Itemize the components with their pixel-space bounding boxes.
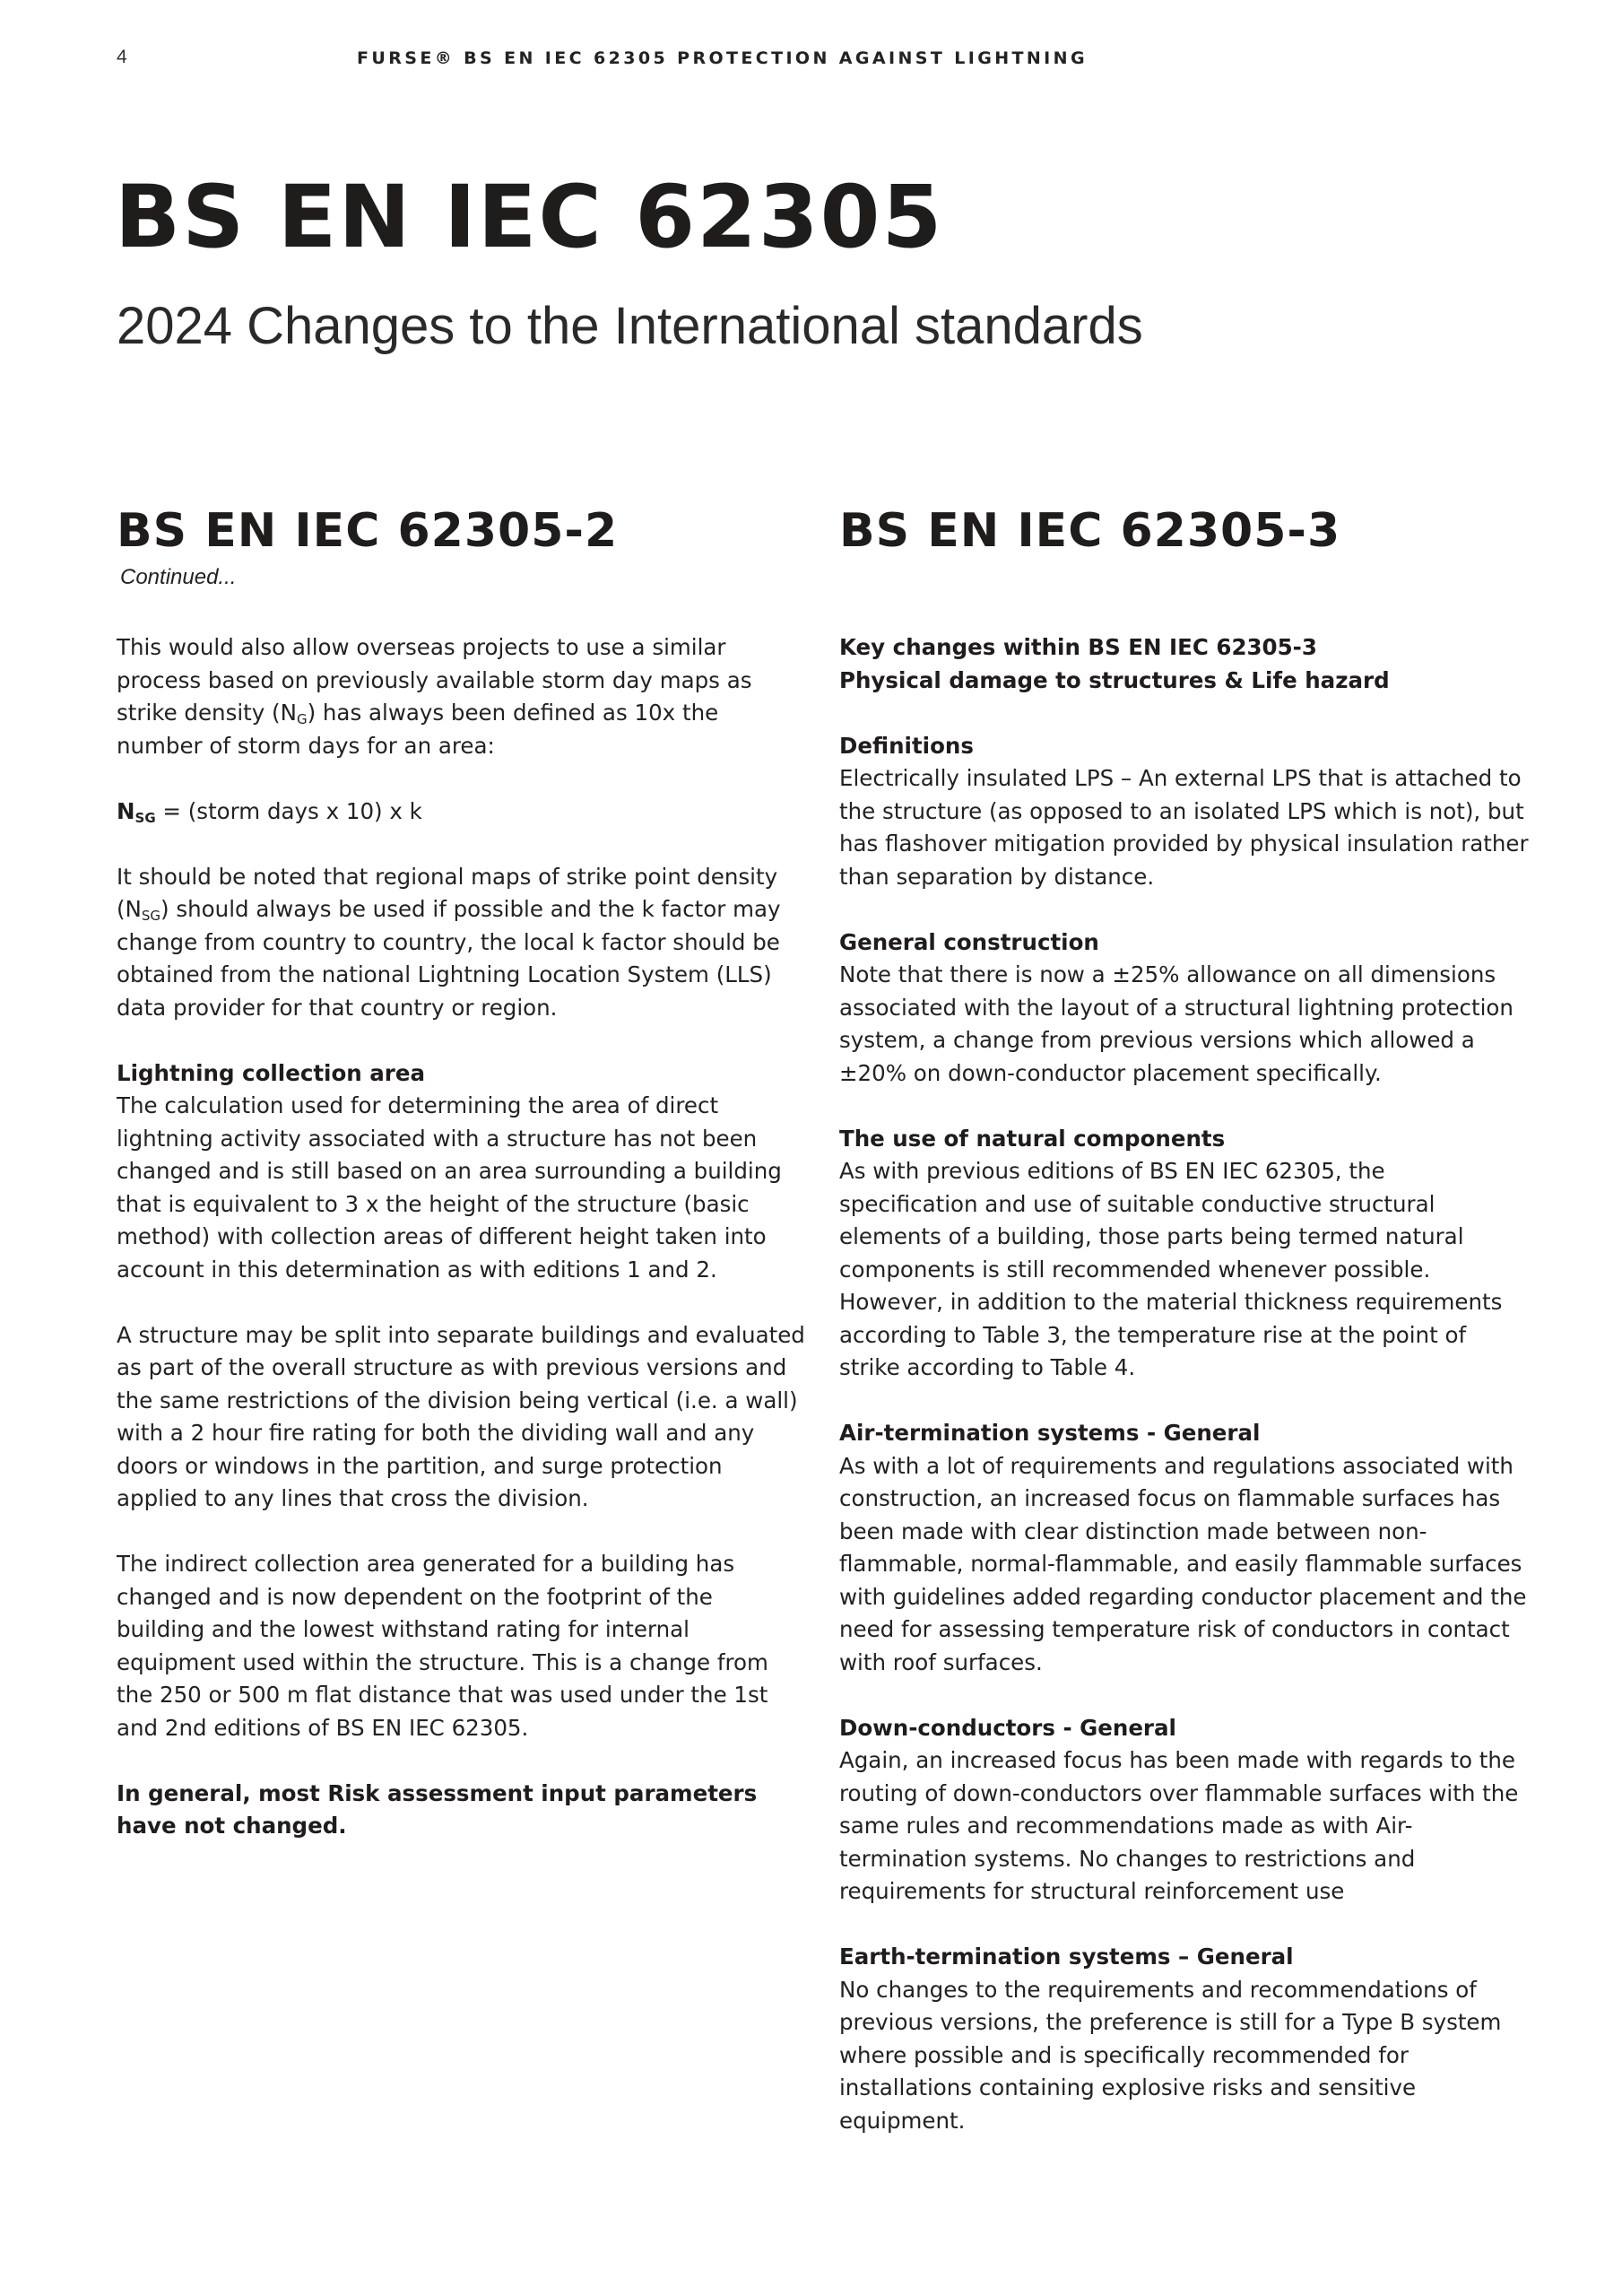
section-lightning-collection-area <box>117 1057 807 1287</box>
section-heading: General construction <box>839 928 1099 955</box>
section-heading: The use of natural components <box>839 1125 1226 1152</box>
section-text: As with a lot of requirements and regulations associated with construction, an increased focus on flammable surfaces has been made with clear distinction made between non-flammable, normal-flammable, and easily flammable surfaces with guidelines added regarding conductor placement and the need for assessing temperature risk of conductors in contact with roof surfaces. <box>839 1452 1527 1675</box>
section-text: The calculation used for determining the area of direct lightning activity associated with a structure has not been changed and is still based on an area surrounding a building that is equivalent to 3 x the height of the structure (basic method) with collection areas of different height taken into account in this determination as with editions 1 and 2. <box>117 1092 782 1283</box>
section-heading: Lightning collection area <box>117 1059 426 1086</box>
section-text: No changes to the requirements and recommendations of previous versions, the preference is still for a Type B system where possible and is specifically recommended for installations containing explosive risks and sensitive equipment. <box>839 1976 1502 2134</box>
page-number: 4 <box>117 47 127 67</box>
section-air-termination <box>839 1417 1530 1679</box>
left-column-heading: BS EN IEC 62305-2 <box>117 504 619 558</box>
paragraph-regional-maps: It should be noted that regional maps of strike point density $(N_{SG})$ should always be used if possible and the k factor may change from country to country, the local k factor should be obtained from the national Lightning Location System (LLS) data provider for that country or region. <box>117 863 781 1021</box>
right-body-copy <box>839 631 1530 2137</box>
section-heading: Definitions <box>839 732 974 759</box>
running-header: FURSE® BS EN IEC 62305 PROTECTION AGAINST LIGHTNING <box>357 48 1088 68</box>
left-column <box>117 502 807 1843</box>
section-text: Electrically insulated LPS – An external LPS that is attached to the structure (as opposed to an isolated LPS which is not), but has flashover mitigation provided by physical insulation rather than separation by distance. <box>839 765 1529 890</box>
formula-nsg: $N_{SG}$ = (storm days x 10) x k <box>117 797 422 826</box>
right-column-heading: BS EN IEC 62305-3 <box>839 504 1341 558</box>
paragraph-storm-days: This would also allow overseas projects to use a similar process based on previously available storm day maps as strike density $(N_G)$ has always been defined as 10x the number of storm days for an area: <box>117 634 752 759</box>
page-title: BS EN IEC 62305 <box>115 167 944 267</box>
page-subtitle: 2024 Changes to the International standards <box>117 297 1143 355</box>
section-natural-components <box>839 1123 1530 1385</box>
section-down-conductors <box>839 1712 1530 1909</box>
key-changes-heading: Key changes within BS EN IEC 62305-3 Physical damage to structures & Life hazard <box>839 634 1390 693</box>
section-text: Again, an increased focus has been made with regards to the routing of down-conductors over flammable surfaces with the same rules and recommendations made as with Air-termination systems. No changes to restrictions and requirements for structural reinforcement use <box>839 1747 1519 1904</box>
section-text: Note that there is now a ±25% allowance on all dimensions associated with the layout of a structural lightning protection system, a change from previous versions which allowed a ±20% on down-conductor placement specifically. <box>839 961 1514 1086</box>
section-definitions <box>839 730 1530 894</box>
paragraph-conclusion: In general, most Risk assessment input parameters have not changed. <box>117 1779 758 1839</box>
right-column <box>839 502 1530 2137</box>
paragraph-indirect-collection: The indirect collection area generated for a building has changed and is now dependent on the footprint of the building and the lowest withstand rating for internal equipment used within the structure. This is a change from the 250 or 500 m flat distance that was used under the 1st and 2nd editions of BS EN IEC 62305. <box>117 1551 768 1741</box>
paragraph-split-structure: A structure may be split into separate buildings and evaluated as part of the overall structure as with previous versions and the same restrictions of the division being vertical (i.e. a wall) with a 2 hour fire rating for both the dividing wall and any doors or windows in the partition, and surge protection applied to any lines that cross the division. <box>117 1321 805 1511</box>
section-heading: Air-termination systems - General <box>839 1420 1261 1446</box>
left-body-copy <box>117 631 807 1843</box>
continued-label: Continued... <box>120 565 237 589</box>
section-general-construction <box>839 926 1530 1091</box>
section-heading: Earth-termination systems – General <box>839 1944 1294 1970</box>
section-text: As with previous editions of BS EN IEC 62305, the specification and use of suitable conductive structural elements of a building, those parts being termed natural components is still recommended whenever possible. However, in addition to the material thickness requirements according to Table 3, the temperature rise at the point of strike according to Table 4. <box>839 1158 1503 1380</box>
section-earth-termination <box>839 1941 1530 2137</box>
section-heading: Down-conductors - General <box>839 1714 1176 1741</box>
